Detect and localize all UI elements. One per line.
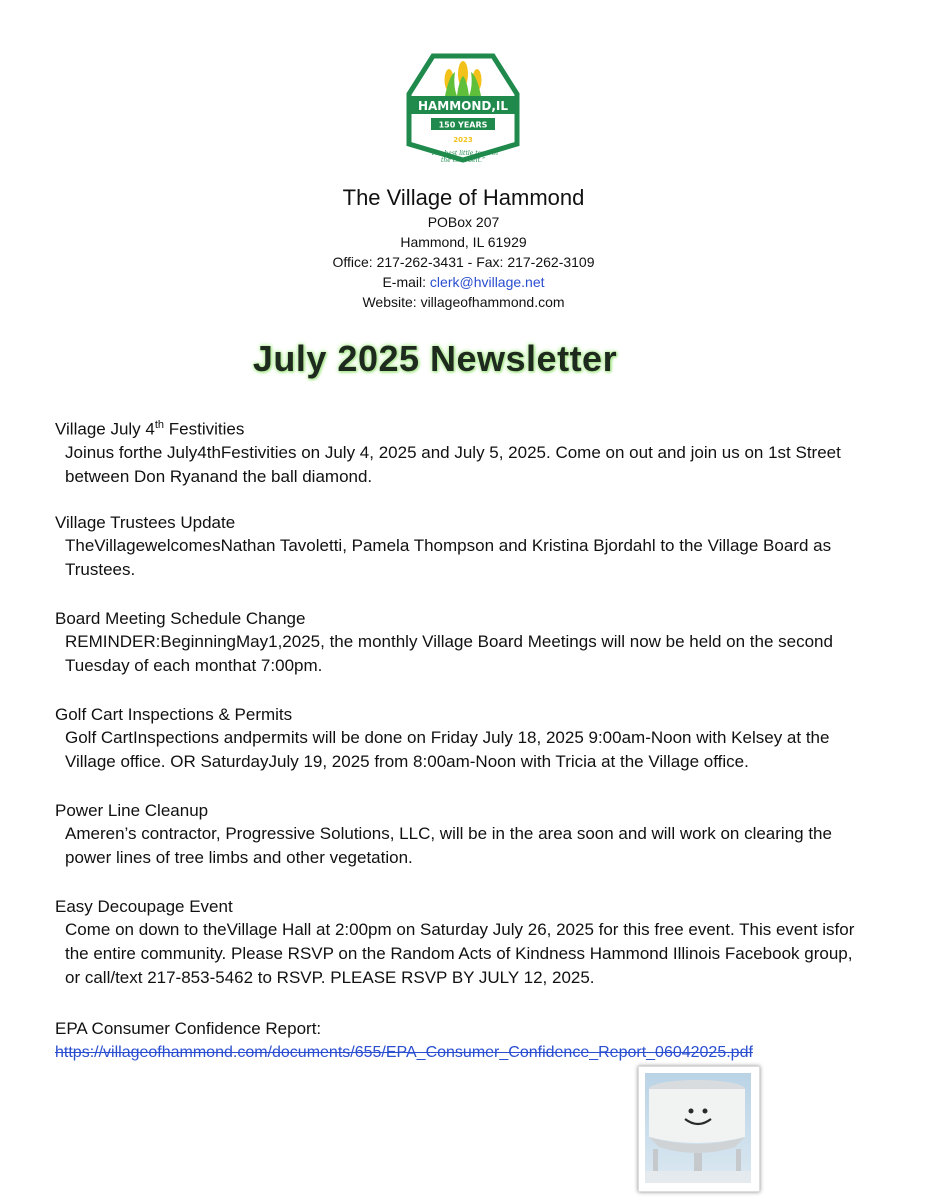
section-heading: Easy Decoupage Event bbox=[55, 897, 233, 916]
section-body: REMINDER:BeginningMay1,2025, the monthly Village Board Meetings will now be held on the second Tuesday of each monthat 7:00pm. bbox=[65, 632, 833, 675]
section-heading: Village Trustees Update bbox=[55, 513, 236, 532]
section-decoupage bbox=[55, 896, 865, 990]
heading-superscript: th bbox=[154, 419, 165, 431]
logo-town: HAMMOND,IL bbox=[417, 99, 509, 113]
section-body: Ameren’s contractor, Progressive Solutions, LLC, will be in the area soon and will work on clearing the power lines of tree limbs and other vegetation. bbox=[65, 824, 832, 867]
section-trustees-update bbox=[55, 512, 865, 582]
organization-name: The Village of Hammond bbox=[342, 185, 585, 210]
section-board-meeting bbox=[55, 608, 865, 678]
section-heading: Golf Cart Inspections & Permits bbox=[55, 705, 293, 724]
email-link[interactable]: clerk@hvillage.net bbox=[429, 274, 545, 290]
city-address: Hammond, IL 61929 bbox=[400, 234, 527, 250]
email-label: E-mail: bbox=[382, 274, 430, 290]
water-tower-image-icon bbox=[639, 1067, 757, 1189]
phone-fax: Office: 217-262-3431 - Fax: 217-262-3109 bbox=[332, 254, 595, 270]
po-box: POBox 207 bbox=[427, 214, 500, 230]
newsletter-title: July 2025 Newsletter bbox=[252, 338, 618, 379]
epa-report-link[interactable]: https://villageofhammond.com/documents/655/EPA_Consumer_Confidence_Report_06042025.pdf bbox=[55, 1044, 753, 1061]
section-heading bbox=[55, 414, 865, 441]
section-golf-cart bbox=[55, 704, 865, 774]
village-logo bbox=[405, 52, 521, 174]
letterhead bbox=[0, 184, 927, 312]
section-epa-report bbox=[55, 1018, 865, 1040]
section-heading: Board Meeting Schedule Change bbox=[55, 609, 306, 628]
section-power-line bbox=[55, 800, 865, 870]
section-body: Golf CartInspections andpermits will be done on Friday July 18, 2025 9:00am-Noon with Kelsey at the Village office. OR SaturdayJuly 19, 2025 from 8:00am-Noon with Tricia at the Village office. bbox=[65, 728, 830, 771]
heading-text-end: Festivities bbox=[164, 419, 245, 439]
section-july-4th bbox=[55, 414, 865, 489]
heading-text: Village July 4 bbox=[55, 419, 155, 439]
section-heading: EPA Consumer Confidence Report: bbox=[55, 1019, 322, 1038]
email-line bbox=[0, 272, 927, 292]
section-heading: Power Line Cleanup bbox=[55, 801, 209, 820]
logo-years: 150 YEARS bbox=[438, 120, 488, 130]
logo-tagline: “The best little town in the corn belt.” bbox=[428, 150, 498, 164]
section-body: Come on down to theVillage Hall at 2:00pm on Saturday July 26, 2025 for this free event. This event isfor the entire community. Please RSVP on the Random Acts of Kindness Hammond Illinois Facebook group, or call/text 217-853-5462 to RSVP. PLEASE RSVP BY JULY 12, 2025. bbox=[65, 920, 855, 987]
section-body: Joinus forthe July4thFestivities on July 4, 2025 and July 5, 2025. Come on out and join us on 1st Street between Don Ryanand the ball diamond. bbox=[65, 442, 841, 486]
section-body: TheVillagewelcomesNathan Tavoletti, Pamela Thompson and Kristina Bjordahl to the Village Board as Trustees. bbox=[65, 536, 832, 579]
water-tower-photo bbox=[638, 1066, 760, 1192]
website-line: Website: villageofhammond.com bbox=[362, 294, 565, 310]
logo-year: 2023 bbox=[453, 136, 473, 144]
